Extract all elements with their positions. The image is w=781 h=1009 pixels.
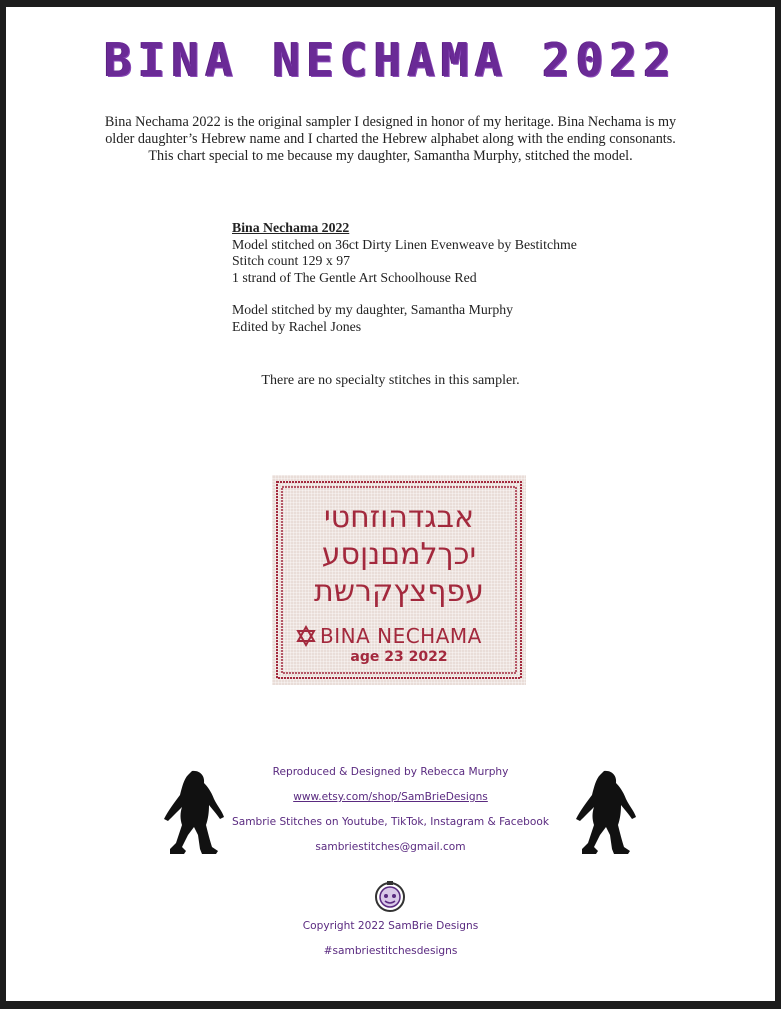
sampler-hebrew-row-3: עפףצץקרשת (314, 574, 484, 609)
star-of-david-icon (298, 627, 314, 645)
sampler-hebrew-row-1: אבגדהוזחטי (323, 500, 475, 535)
social-media-line: Sambrie Stitches on Youtube, TikTok, Instagram & Facebook (232, 816, 549, 828)
email-address[interactable]: sambriestitches@gmail.com (315, 841, 466, 853)
intro-line: This chart special to me because my daughter, Samantha Murphy, stitched the model. (148, 148, 633, 164)
designer-credit: Reproduced & Designed by Rebecca Murphy (272, 766, 509, 778)
stitch-count-line: Stitch count 129 x 97 (232, 253, 351, 268)
document-page (6, 7, 775, 1001)
intro-line: Bina Nechama 2022 is the original sampler I designed in honor of my heritage. Bina Nechama is my (104, 114, 677, 130)
thread-line: 1 strand of The Gentle Art Schoolhouse Red (232, 269, 477, 285)
intro-paragraph (102, 114, 679, 165)
sampler-photo (272, 475, 526, 685)
sambrie-logo-icon (373, 880, 407, 912)
fabric-line: Model stitched on 36ct Dirty Linen Evenweave by Bestitchme (232, 236, 577, 252)
edited-by-line: Edited by Rachel Jones (232, 318, 362, 334)
etsy-link[interactable]: www.etsy.com/shop/SamBrieDesigns (293, 791, 488, 803)
specialty-stitch-note: There are no specialty stitches in this sampler. (261, 373, 520, 388)
pattern-details (232, 220, 652, 335)
sampler-hebrew-row-2: יכךלמםנןסע (321, 537, 477, 572)
details-heading: Bina Nechama 2022 (232, 220, 350, 235)
copyright-line: Copyright 2022 SamBrie Designs (302, 920, 479, 932)
page-title: BINA NECHAMA 2022 (104, 33, 677, 87)
stitched-by-line: Model stitched by my daughter, Samantha Murphy (232, 302, 514, 317)
intro-line: older daughter’s Hebrew name and I charted the Hebrew alphabet along with the ending consonants. (105, 131, 676, 147)
sampler-age: age 23 2022 (350, 649, 448, 665)
hashtag-line: #sambriestitchesdesigns (323, 945, 458, 957)
sampler-name: BINA NECHAMA (320, 624, 482, 648)
